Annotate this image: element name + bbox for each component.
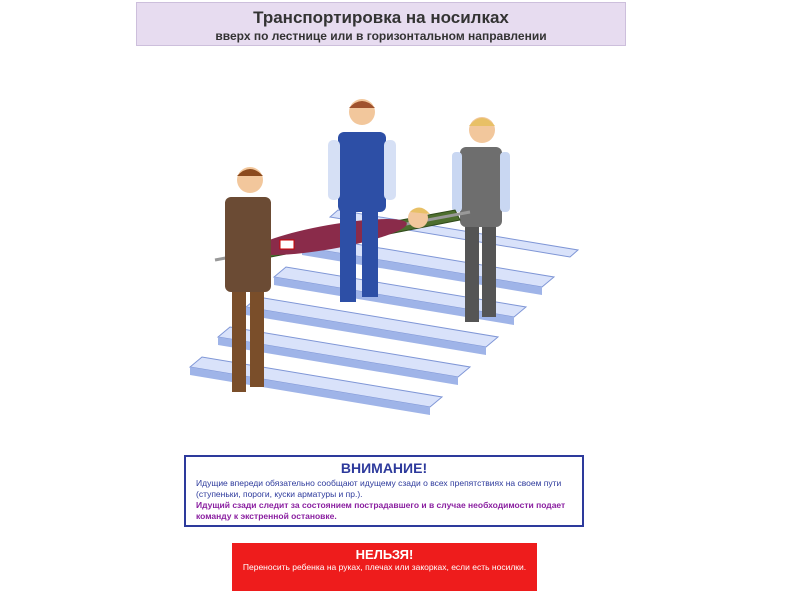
page-subtitle: вверх по лестнице или в горизонтальном направлении — [215, 29, 547, 43]
rear-right-carrier — [452, 117, 510, 322]
page-title: Транспортировка на носилках — [253, 8, 509, 27]
forbidden-box — [232, 543, 537, 591]
stretcher-carry-illustration — [180, 92, 580, 422]
attention-title: ВНИМАНИЕ! — [340, 460, 428, 476]
attention-text-rear: Идущий сзади следит за состоянием пострадавшего и в случае необходимости подает команду к экстренной остановке. — [196, 500, 566, 521]
front-middle-carrier — [328, 99, 396, 302]
front-left-carrier — [225, 167, 271, 392]
header-banner — [136, 2, 626, 46]
forbidden-text: Переносить ребенка на руках, плечах или закорках, если есть носилки. — [242, 562, 527, 572]
attention-text-front: Идущие впереди обязательно сообщают идущему сзади о всех препятствиях на своем пути (ступеньки, пороги, куски арматуры и пр.). — [196, 478, 562, 499]
forbidden-title: НЕЛЬЗЯ! — [355, 547, 414, 562]
attention-box — [184, 455, 584, 527]
